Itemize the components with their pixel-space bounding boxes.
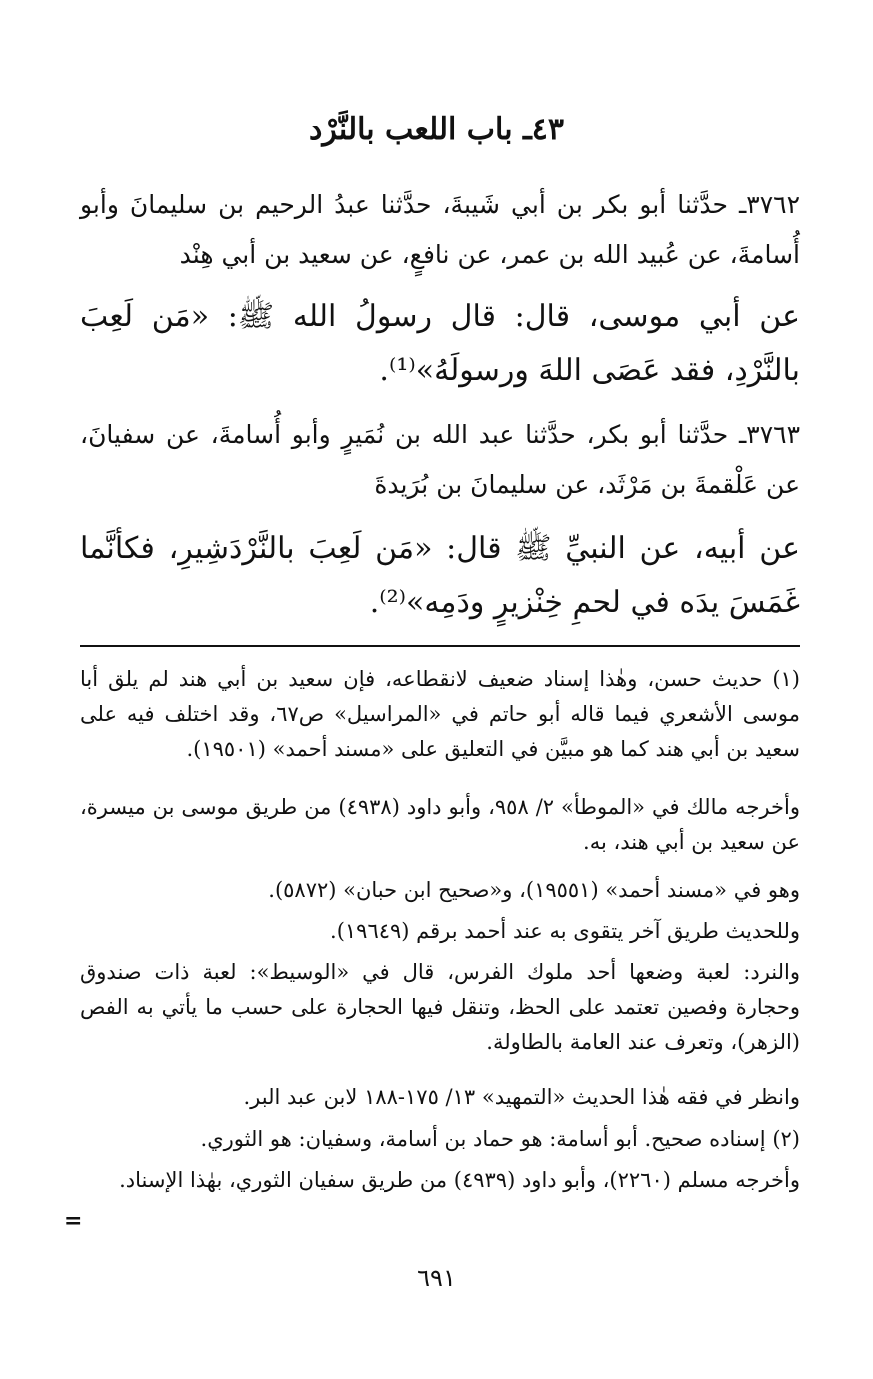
hadith-3762-matn: عن أبي موسى، قال: قال رسولُ الله ﷺ: «مَن لَعِبَ بالنَّرْدِ، فقد عَصَى اللهَ ورسولَهُ»⁽¹⁾. bbox=[80, 299, 800, 388]
footnote-2: (٢) إسناده صحيح. أبو أسامة: هو حماد بن أسامة، وسفيان: هو الثوري. bbox=[200, 1127, 800, 1151]
footnote-1-other-route: وللحديث طريق آخر يتقوى به عند أحمد برقم (١٩٦٤٩). bbox=[330, 919, 800, 943]
footnote-1-takhrij: وأخرجه مالك في «الموطأ» ٢/ ٩٥٨، وأبو داود (٤٩٣٨) من طريق موسى بن ميسرة، عن سعيد بن أبي هند، به. bbox=[80, 795, 800, 854]
footnote-separator bbox=[80, 645, 800, 647]
hadith-3763-matn: عن أبيه، عن النبيِّ ﷺ قال: «مَن لَعِبَ بالنَّرْدَشِيرِ، فكأنَّما غَمَسَ يدَه في لحمِ خِنْزيرٍ ودَمِه»⁽²⁾. bbox=[80, 531, 800, 620]
footnote-1-tamhid: وانظر في فقه هٰذا الحديث «التمهيد» ١٣/ ١٧٥-١٨٨ لابن عبد البر. bbox=[243, 1085, 800, 1109]
hadith-3762-isnad: ٣٧٦٢ـ حدَّثنا أبو بكر بن أبي شَيبةَ، حدَّثنا عبدُ الرحيم بن سليمانَ وأبو أُسامةَ، عن عُبيد الله بن عمر، عن نافعٍ، عن سعيد بن أبي هِنْد bbox=[80, 190, 800, 269]
footnote-1: (١) حديث حسن، وهٰذا إسناد ضعيف لانقطاعه، فإن سعيد بن أبي هند لم يلق أبا موسى الأشعري فيما قاله أبو حاتم في «المراسيل» ص٦٧، وقد اختلف فيه على سعيد بن أبي هند كما هو مبيَّن في التعليق على «مسند أحمد» (١٩٥٠١). bbox=[80, 667, 800, 761]
footnote-1-nard-definition: والنرد: لعبة وضعها أحد ملوك الفرس، قال في «الوسيط»: لعبة ذات صندوق وحجارة وفصين تعتمد على الحظ، وتنقل فيها الحجارة على حسب ما يأتي به الفص (الزهر)، وتعرف عند العامة بالطاولة. bbox=[80, 960, 800, 1054]
hadith-3763-isnad: ٣٧٦٣ـ حدَّثنا أبو بكر، حدَّثنا عبد الله بن نُمَيرٍ وأبو أُسامةَ، عن سفيانَ، عن عَلْقمةَ بن مَرْثَد، عن سليمانَ بن بُرَيدةَ bbox=[80, 420, 800, 499]
footnote-1-musnad: وهو في «مسند أحمد» (١٩٥٥١)، و«صحيح ابن حبان» (٥٨٧٢). bbox=[268, 878, 800, 902]
footnote-2-takhrij: وأخرجه مسلم (٢٢٦٠)، وأبو داود (٤٩٣٩) من طريق سفيان الثوري، بهٰذا الإسناد. bbox=[119, 1168, 800, 1192]
page-number: ٦٩١ bbox=[417, 1264, 456, 1292]
continuation-mark: = bbox=[64, 1208, 83, 1234]
chapter-title: ٤٣ـ باب اللعب بالنَّرْد bbox=[308, 112, 565, 147]
